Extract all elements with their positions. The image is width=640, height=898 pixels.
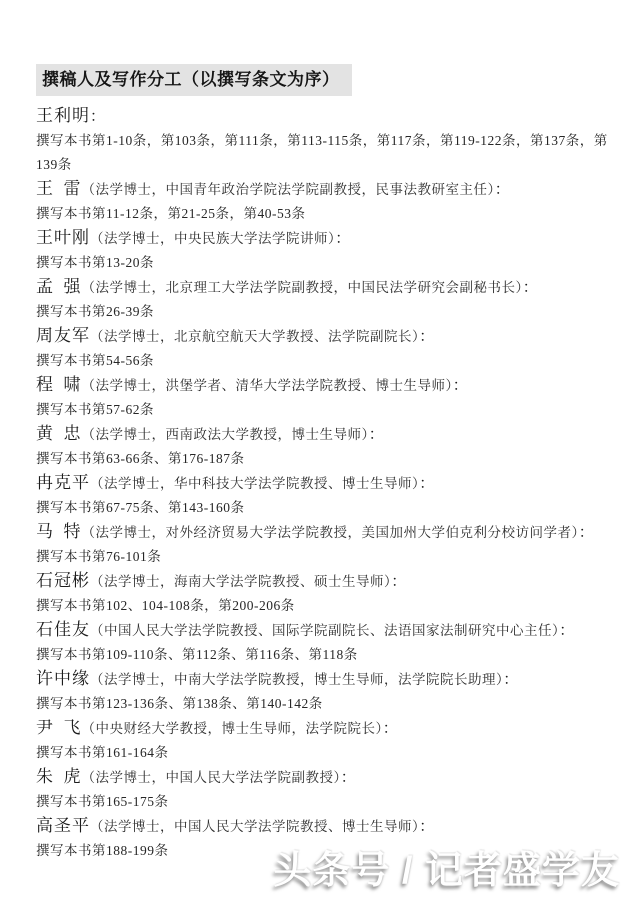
contributor-name-line xyxy=(36,373,608,398)
contributor-name-line xyxy=(36,422,608,447)
contributor-name-line xyxy=(36,104,608,129)
contributor-assignment: 撰写本书第54-56条 xyxy=(36,353,154,368)
contributor-name: 许中缘 xyxy=(36,669,90,688)
contributor-name: 黄 忠 xyxy=(36,424,82,443)
contributor-affiliation: （法学博士，中国青年政治学院法学院副教授，民事法教研室主任） xyxy=(81,182,495,197)
contributor-name: 石佳友 xyxy=(36,620,90,639)
contributor-affiliation: （中国人民大学法学院教授、国际学院副院长、法语国家法制研究中心主任） xyxy=(90,623,560,638)
contributor-entry xyxy=(36,471,608,520)
contributor-assignment: 撰写本书第109-110条、第112条、第116条、第118条 xyxy=(36,647,358,662)
contributor-name: 马 特 xyxy=(36,522,82,541)
contributor-name-line xyxy=(36,618,608,643)
contributor-assignment: 撰写本书第11-12条，第21-25条，第40-53条 xyxy=(36,206,306,221)
contributor-name-line xyxy=(36,814,608,839)
contributor-name-line xyxy=(36,177,608,202)
page-content xyxy=(36,64,608,863)
name-colon: ： xyxy=(578,525,594,541)
contributor-affiliation: （中央财经大学教授，博士生导师，法学院院长） xyxy=(81,721,383,736)
contributor-assignment: 撰写本书第123-136条、第138条、第140-142条 xyxy=(36,696,323,711)
contributor-entry xyxy=(36,324,608,373)
name-colon: ： xyxy=(522,280,538,296)
contributor-affiliation: （法学博士，中国人民大学法学院教授、博士生导师） xyxy=(90,819,420,834)
contributor-entry xyxy=(36,275,608,324)
contributor-affiliation: （法学博士，对外经济贸易大学法学院教授，美国加州大学伯克利分校访问学者） xyxy=(81,525,579,540)
contributor-entry xyxy=(36,765,608,814)
contributor-affiliation: （法学博士，洪堡学者、清华大学法学院教授、博士生导师） xyxy=(81,378,453,393)
contributor-entry xyxy=(36,373,608,422)
contributor-affiliation: （法学博士，北京理工大学法学院副教授，中国民法学研究会副秘书长） xyxy=(81,280,523,295)
contributor-affiliation: （法学博士，西南政法大学教授，博士生导师） xyxy=(81,427,369,442)
contributor-assignment: 撰写本书第26-39条 xyxy=(36,304,154,319)
contributor-name: 高圣平 xyxy=(36,816,90,835)
contributor-name-line xyxy=(36,667,608,692)
contributor-name-line xyxy=(36,275,608,300)
contributor-name-line xyxy=(36,520,608,545)
contributor-name: 王利明 xyxy=(36,106,90,125)
contributor-name-line xyxy=(36,324,608,349)
contributor-affiliation: （法学博士，北京航空航天大学教授、法学院副院长） xyxy=(90,329,420,344)
contributor-entry xyxy=(36,422,608,471)
contributor-assignment: 撰写本书第165-175条 xyxy=(36,794,169,809)
contributor-affiliation: （法学博士，中央民族大学法学院讲师） xyxy=(90,231,336,246)
name-colon: ： xyxy=(494,182,510,198)
name-colon: ： xyxy=(559,623,575,639)
name-colon: ： xyxy=(90,109,106,125)
contributor-name: 尹 飞 xyxy=(36,718,82,737)
name-colon: ： xyxy=(391,574,407,590)
contributor-name: 王 雷 xyxy=(36,179,82,198)
contributor-name-line xyxy=(36,716,608,741)
section-header-title: 撰稿人及写作分工（以撰写条文为序） xyxy=(42,70,340,89)
name-colon: ： xyxy=(368,427,384,443)
contributor-affiliation: （法学博士，华中科技大学法学院教授、博士生导师） xyxy=(90,476,420,491)
contributor-name: 周友军 xyxy=(36,326,90,345)
contributor-entry xyxy=(36,104,608,177)
contributor-entry xyxy=(36,667,608,716)
contributor-entry xyxy=(36,618,608,667)
name-colon: ： xyxy=(335,231,351,247)
contributor-entry xyxy=(36,569,608,618)
contributor-entry xyxy=(36,716,608,765)
contributor-assignment: 撰写本书第1-10条，第103条，第111条，第113-115条，第117条，第119-122条，第137条，第139条 xyxy=(36,133,608,172)
contributor-name: 朱 虎 xyxy=(36,767,82,786)
name-colon: ： xyxy=(419,819,435,835)
contributor-name-line xyxy=(36,471,608,496)
contributor-assignment: 撰写本书第63-66条、第176-187条 xyxy=(36,451,245,466)
contributor-name-line xyxy=(36,765,608,790)
name-colon: ： xyxy=(452,378,468,394)
contributor-list xyxy=(36,104,608,863)
contributor-name: 孟 强 xyxy=(36,277,82,296)
contributor-name-line xyxy=(36,226,608,251)
contributor-assignment: 撰写本书第188-199条 xyxy=(36,843,169,858)
name-colon: ： xyxy=(419,476,435,492)
contributor-name: 程 啸 xyxy=(36,375,82,394)
contributor-affiliation: （法学博士，中国人民大学法学院副教授） xyxy=(81,770,341,785)
name-colon: ： xyxy=(382,721,398,737)
contributor-affiliation: （法学博士，海南大学法学院教授、硕士生导师） xyxy=(90,574,392,589)
contributor-name-line xyxy=(36,569,608,594)
contributor-assignment: 撰写本书第102、104-108条，第200-206条 xyxy=(36,598,295,613)
contributor-entry xyxy=(36,520,608,569)
contributor-assignment: 撰写本书第161-164条 xyxy=(36,745,169,760)
name-colon: ： xyxy=(340,770,356,786)
contributor-assignment: 撰写本书第76-101条 xyxy=(36,549,162,564)
contributor-assignment: 撰写本书第57-62条 xyxy=(36,402,154,417)
contributor-name: 冉克平 xyxy=(36,473,90,492)
contributor-entry xyxy=(36,226,608,275)
contributor-assignment: 撰写本书第67-75条、第143-160条 xyxy=(36,500,245,515)
name-colon: ： xyxy=(503,672,519,688)
contributor-affiliation: （法学博士，中南大学法学院教授，博士生导师，法学院院长助理） xyxy=(90,672,504,687)
name-colon: ： xyxy=(419,329,435,345)
contributor-name: 王叶刚 xyxy=(36,228,90,247)
section-header xyxy=(36,64,352,96)
contributor-name: 石冠彬 xyxy=(36,571,90,590)
watermark: 头条号 / 记者盛学友 xyxy=(273,850,620,892)
contributor-entry xyxy=(36,177,608,226)
contributor-assignment: 撰写本书第13-20条 xyxy=(36,255,154,270)
